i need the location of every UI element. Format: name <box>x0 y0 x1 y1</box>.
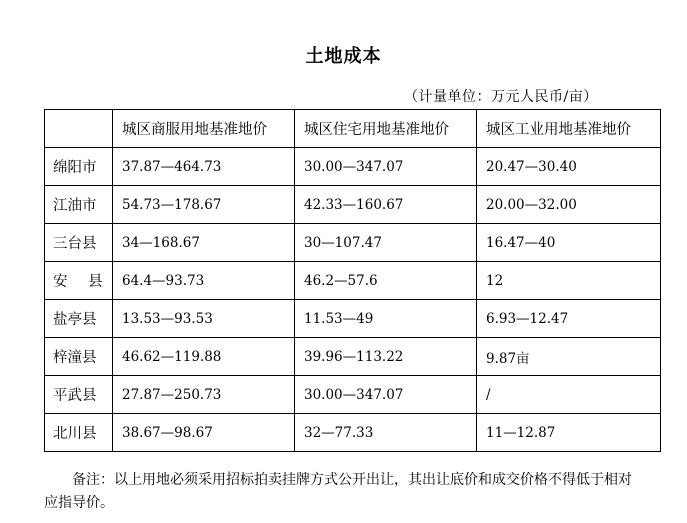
commercial-price: 13.53—93.53 <box>113 300 295 338</box>
industrial-price: 11—12.87 <box>477 414 661 452</box>
county-name: 安 县 <box>45 262 113 300</box>
header-commercial: 城区商服用地基准地价 <box>113 110 295 148</box>
land-price-table <box>44 109 661 452</box>
industrial-price: 9.87亩 <box>477 338 661 376</box>
industrial-price: 16.47—40 <box>477 224 661 262</box>
county-name: 梓潼县 <box>45 338 113 376</box>
residential-price: 30.00—347.07 <box>295 376 477 414</box>
residential-price: 32—77.33 <box>295 414 477 452</box>
industrial-price: 20.47—30.40 <box>477 148 661 186</box>
industrial-price: / <box>477 376 661 414</box>
county-name: 江油市 <box>45 186 113 224</box>
residential-price: 11.53—49 <box>295 300 477 338</box>
commercial-price: 37.87—464.73 <box>113 148 295 186</box>
county-name: 盐亭县 <box>45 300 113 338</box>
table-row <box>45 224 661 262</box>
page-title: 土地成本 <box>305 46 382 67</box>
residential-price: 42.33—160.67 <box>295 186 477 224</box>
table-row <box>45 186 661 224</box>
residential-price: 30.00—347.07 <box>295 148 477 186</box>
table-row <box>45 376 661 414</box>
residential-price: 39.96—113.22 <box>295 338 477 376</box>
industrial-price: 12 <box>477 262 661 300</box>
header-residential: 城区住宅用地基准地价 <box>295 110 477 148</box>
header-industrial: 城区工业用地基准地价 <box>477 110 661 148</box>
residential-price: 30—107.47 <box>295 224 477 262</box>
county-name: 平武县 <box>45 376 113 414</box>
industrial-price: 6.93—12.47 <box>477 300 661 338</box>
commercial-price: 54.73—178.67 <box>113 186 295 224</box>
table-row <box>45 338 661 376</box>
commercial-price: 34—168.67 <box>113 224 295 262</box>
county-name: 三台县 <box>45 224 113 262</box>
commercial-price: 46.62—119.88 <box>113 338 295 376</box>
commercial-price: 27.87—250.73 <box>113 376 295 414</box>
industrial-price: 20.00—32.00 <box>477 186 661 224</box>
table-row <box>45 148 661 186</box>
unit-note: （计量单位：万元人民币/亩） <box>404 89 598 105</box>
table-row <box>45 414 661 452</box>
table-row <box>45 262 661 300</box>
commercial-price: 64.4—93.73 <box>113 262 295 300</box>
county-name: 绵阳市 <box>45 148 113 186</box>
county-name: 北川县 <box>45 414 113 452</box>
table-row <box>45 300 661 338</box>
header-corner-cell <box>45 110 113 148</box>
footnote: 备注：以上用地必须采用招标拍卖挂牌方式公开出让，其出让底价和成交价格不得低于相对应指导价。 <box>44 472 632 511</box>
commercial-price: 38.67—98.67 <box>113 414 295 452</box>
table-header-row <box>45 110 661 148</box>
residential-price: 46.2—57.6 <box>295 262 477 300</box>
